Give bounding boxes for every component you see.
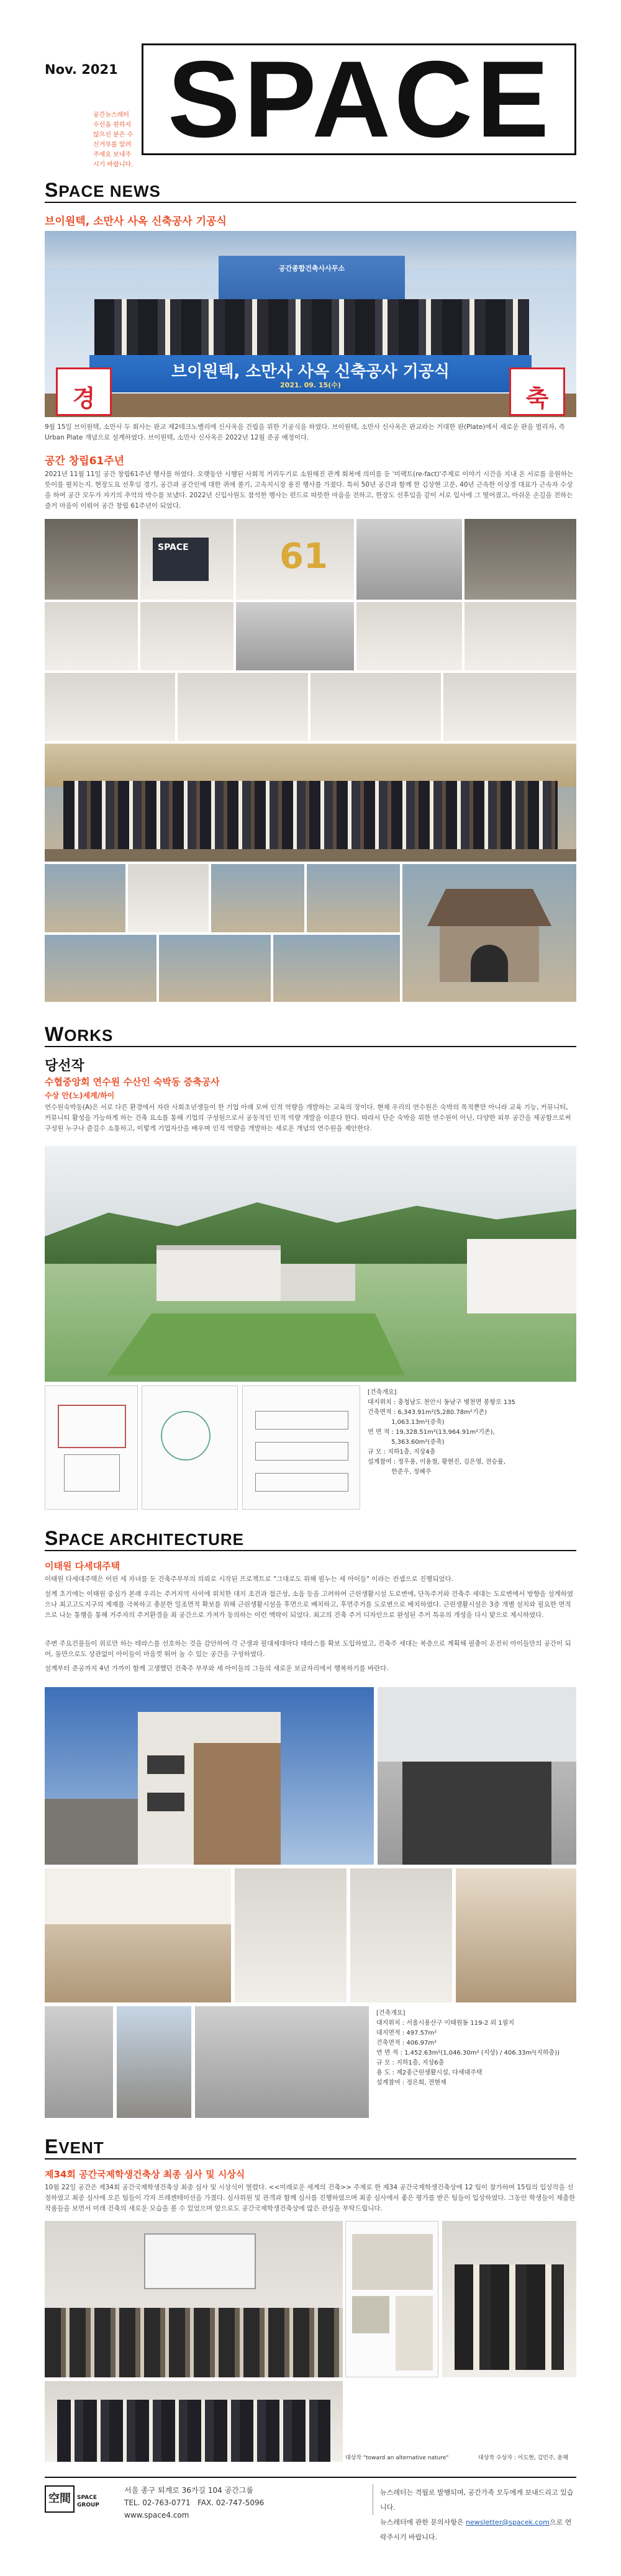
section-rule — [45, 1046, 576, 1047]
house-interior-photo-4 — [456, 1868, 576, 2002]
gate-roof — [427, 889, 551, 926]
anniversary-photo-18 — [307, 864, 400, 932]
works-project-note: 수상 안(노)세계/하이 — [45, 1091, 115, 1100]
works-spec: [건축개요] 대지위치 : 충청남도 천안시 동남구 병천면 봉항로 135 건축면적 : 6,343.91m²(5,280.78m²기존) 1,063.13m²(증축) 연 면 적 : 19,328.51m²(13,964.91m²기존), 5,363.60m²(증축) 규 모 : 지하1층, 지상4층 설계참여 : 정우용, 이용철, 황현진, 김은영, 전승률, 한준우, 정혜주 — [368, 1389, 515, 1475]
projection-screen — [144, 2233, 256, 2289]
anniversary-photo-13 — [310, 673, 441, 741]
house-interior-photo-1 — [45, 1868, 231, 2002]
anniversary-photo-8 — [236, 602, 354, 670]
space-group-wordmark: SPACE GROUP — [77, 2495, 99, 2508]
competition-result: 당선작 — [45, 1058, 84, 1074]
works-rendering — [45, 1146, 576, 1382]
cake-61: 61 — [279, 536, 328, 577]
newsletter-email-link[interactable]: newsletter@spacek.com — [466, 2518, 550, 2526]
website-link[interactable]: www.space4.com — [124, 2511, 189, 2520]
architecture-spec: [건축개요] 대지위치 : 서울시용산구 이태원동 119-2 외 1필지 대지면적 : 497.57m² 건축면적 : 406.97m² 연 면 적 : 1,452.63m²(1,046.30m² (지상) / 406.33m²(지하층)) 규 모 : 지하1층, 지상6층 용 도 : 제2종근린생활시설, 다세대주택 설계참여 : 정은희, 전현재 — [376, 2010, 560, 2086]
article-body-groundbreaking: 9월 15일 브이원텍, 소만사 두 회사는 판교 제2테크노밸리에 신사옥을 건립을 위한 기공식을 하였다. 브이원텍, 소만사 신사옥은 판교라는 거대한 판(Plate)에서 새로운 판을 벌리자, 즉 Urban Plate 개념으로 설계하였다. 브이원텍, 소만사 신사옥은 2022년 12월 준공 예정이다. — [45, 423, 565, 441]
concept-diagram — [142, 1385, 238, 1510]
ground-area — [45, 394, 576, 417]
anniversary-photo-4 — [356, 519, 462, 600]
groundbreaking-photo — [45, 231, 576, 417]
site-plan-drawing — [45, 1385, 138, 1510]
ground-area-2 — [45, 849, 576, 862]
section-rule — [45, 1550, 576, 1551]
gate-arch — [471, 945, 508, 982]
section-diagram — [242, 1385, 360, 1510]
anniversary-photo-3 — [236, 519, 354, 600]
footer-rule — [45, 2477, 576, 2478]
footer-notice: 뉴스레터는 격월로 발행되며, 공간가족 모두에게 보내드리고 있습니다. 뉴스레터에 관한 문의사항은 newsletter@spacek.com으로 연락주시기 바랍니다. — [380, 2488, 574, 2541]
article-body-anniversary: 2021년 11월 11일 공간 창립61주년 행사를 하였다. 오랫동안 시행된 사회적 거리두기로 소원해진 관계 회복에 의미를 둔 '미팩트(re-fact)'주제로 이야기 시간을 지내 온 서로를 응원하는 뜻이를 펼치는지. 현장도요 선후임 경기, 공간과 공간인에 대한 퀴에 풀기, 고속지시장 용진 행사를 가졌다. 특히 50년 공간과 함께 한 김상현 고문, 40년 근속한 이상경 대표가 근속자 수상을 하여 공간 모두가 자기의 추억의 박수를 보냈다. 2022년 신입사원도 참석한 행사는 펀드로 따뜻한 마음을 전하고, 한장도 선후임을 같이 서로 입사에 그 떨어졌고, 아쉬운 손길을 전하는 즐거 마음이 이뤄어 공간 창립 61주년이 되었다. — [45, 471, 574, 510]
anniversary-group-photo — [45, 744, 576, 862]
architecture-body-4: 설계부터 준공까지 4년 가까이 함께 고생했던 건축주 부부와 세 아이들의 그들의 새로운 보금자리에서 행복하기를 바란다. — [45, 1665, 389, 1672]
rendering-building-right — [467, 1239, 576, 1313]
space-sign: SPACE — [153, 538, 209, 581]
anniversary-photo-12 — [178, 673, 308, 741]
unsubscribe-note: 공간뉴스레터 수신을 원하지 않으신 분은 수신거부를 알려 주세요 보내주시기 바랍니다. — [93, 112, 134, 168]
rendering-building-wing — [281, 1264, 355, 1301]
anniversary-photo-14 — [443, 673, 576, 741]
anniversary-photo-20 — [159, 935, 271, 1002]
ceremony-banner — [89, 355, 532, 392]
house-wood-panel — [194, 1743, 281, 1865]
award-caption: 대상작 수상자 : 이도현, 김민주, 윤혜 — [478, 2455, 568, 2461]
house-balcony-photo — [378, 1687, 576, 1865]
anniversary-photo-17 — [211, 864, 304, 932]
rendering-field — [107, 1313, 405, 1376]
anniversary-photo-11 — [45, 673, 175, 741]
event-title: 제34회 공간국제학생건축상 최종 심사 및 시상식 — [45, 2169, 245, 2180]
rendering-building-main — [156, 1245, 281, 1301]
works-project-title: 수협중앙회 연수원 수산인 숙박동 증축공사 — [45, 1076, 220, 1088]
newsletter-title: SPACE — [168, 39, 553, 160]
house-street-photo — [117, 2006, 191, 2118]
anniversary-photo-5 — [465, 519, 576, 600]
section-heading-space-news: SPACE NEWS — [45, 179, 161, 201]
anniversary-photo-16 — [128, 864, 209, 932]
section-heading-works: WORKS — [45, 1023, 114, 1045]
event-presentation-photo — [45, 2221, 343, 2377]
article-title-groundbreaking: 브이원텍, 소만사 사옥 신축공사 기공식 — [45, 215, 227, 228]
anniversary-photo-10 — [465, 602, 576, 670]
section-rule — [45, 202, 576, 203]
anniversary-photo-7 — [140, 602, 233, 670]
anniversary-photo-21 — [273, 935, 400, 1002]
section-rule — [45, 2158, 576, 2159]
wreath-left: 경 — [56, 367, 112, 416]
ceremony-banner-date: 2021. 09. 15(수) — [280, 381, 341, 389]
space-group-logo: 空間 — [45, 2485, 75, 2513]
house-stair-photo — [45, 2006, 113, 2118]
works-body: 연수원숙박동(A)은 서로 다른 환경에서 자란 사회초년생들이 한 기업 아래 모여 인적 역량을 개발하는 교육의 장이다. 현재 우리의 연수원은 숙박의 목적뿐만 아니라 교육 기능, 커뮤니티, 커뮤니티 활성을 가능하게 하는 건축 요소를 통해 기업의 구성원으로서 공동적인 인적 역량 개발을 이룬다 한다. 따라서 단순 숙박을 위한 연수원이 아닌, 다양한 외부 공간을 제공함으로써 구성원 누구나 즐길수 소통하고, 이렇게 기업자산을 배우며 인적 역량을 개발하는 새로운 개념의 연수원을 제안한다. — [45, 1104, 571, 1132]
house-exterior-photo — [45, 1687, 374, 1865]
ceremony-banner-title: 브이원텍, 소만사 사옥 신축공사 기공식 — [171, 363, 450, 381]
anniversary-photo-6 — [45, 602, 138, 670]
house-corridor-photo — [195, 2006, 369, 2118]
backdrop-company: 공간종합건축사사무소 — [278, 264, 345, 272]
event-group-people — [57, 2400, 330, 2462]
award-poster — [345, 2221, 438, 2377]
poster-caption: 대상작 "toward an alternative nature" — [345, 2455, 449, 2461]
event-group-photo — [45, 2381, 343, 2462]
anniversary-photo-19 — [45, 935, 156, 1002]
anniversary-photo-15 — [45, 864, 125, 932]
award-winners-photo — [442, 2221, 576, 2377]
palace-gate-photo — [402, 864, 576, 1002]
wreath-right: 축 — [509, 367, 565, 416]
section-heading-space-architecture: SPACE ARCHITECTURE — [45, 1527, 245, 1549]
anniversary-photo-1 — [45, 519, 138, 600]
architecture-body-1: 이태원 다세대주택은 어린 세 자녀를 둔 건축주부부의 의뢰로 시작된 프로젝트로 "그대로도 위해 필누는 세 아이들" 이라는 컨셉으로 진행되었다. — [45, 1575, 454, 1583]
group-people — [63, 781, 558, 849]
house-interior-photo-2 — [235, 1868, 347, 2002]
award-winners — [455, 2264, 564, 2370]
newsletter-date: Nov. 2021 — [45, 62, 118, 77]
architecture-project-title: 이태원 다세대주택 — [45, 1560, 120, 1572]
article-title-anniversary: 공간 창립61주년 — [45, 455, 125, 467]
house-interior-photo-3 — [350, 1868, 452, 2002]
anniversary-photo-9 — [356, 602, 462, 670]
audience — [45, 2308, 343, 2377]
architecture-body-3: 주변 주요건물들이 위로만 하는 테라스를 선호하는 것을 감안하여 각 근생과 필대세대마다 테라스를 확보 도입하였고, 건축주 세대는 복층으로 계획해 필충이 온전히 아이들만의 공간이 되어, 둘만으로도 상관없이 아이들이 마음껏 뛰어 놀 수 있는 공간을 구성하였다. — [45, 1640, 571, 1658]
architecture-body-2: 설계 초기에는 이태원 중심가 본래 우리는 주거지역 사이에 위치한 대지 조건과 접근성, 소음 등을 고려하여 근린생활시설 도로변에, 단독주거와 건축주 세대는 도로변에서 방향을 설계하였으나 최고고도지구의 제재를 극복하고 충분한 일조면적 확보를 위해 근린생활시설을 후면으로 배치하고, 후면주거를 도로변으로 배치하였다. 근린생활시설은 3층 개별 설치와 필요한 면적으로 나눈 통행을 통해 거주자의 주거환경을 최 공간으로 가져가 동의하는 이런 맥락이 되었다. 최고의 건축 주거 디자인으로 완성된 주거 특유의 개성을 다시 맞으로 제시하였다. — [45, 1590, 573, 1619]
event-body: 10월 22일 공간은 제34회 공간국제학생건축상 최종 심사 및 시상식이 열렸다. <<미래로운 세계의 건축>> 주제로 한 제34 공간국제학생건축상에 12 팀이 참가하여 15팀의 입상작을 선정하였고 최종 심사에 오른 팀들이 각자 프레젠테이션을 가졌다. 심사위원 및 관객과 함께 심사를 진행하였으며 최종 심사에서 좋은 평가를 받은 팀들이 입상하였다. 그동안 학생들이 제출한 작품들을 보면서 미래 건축의 새로운 모습을 볼 수 있었으며 앞으로도 공간국제학생건축상에 많은 관심을 부탁드립니다. — [45, 2184, 576, 2212]
footer-address: 서울 종구 퇴계로 36가길 104 공간그룹 TEL. 02-763-0771 FAX. 02-747-5096 www.space4.com — [124, 2484, 366, 2521]
anniversary-photo-2 — [140, 519, 233, 600]
section-heading-event: EVENT — [45, 2135, 104, 2158]
